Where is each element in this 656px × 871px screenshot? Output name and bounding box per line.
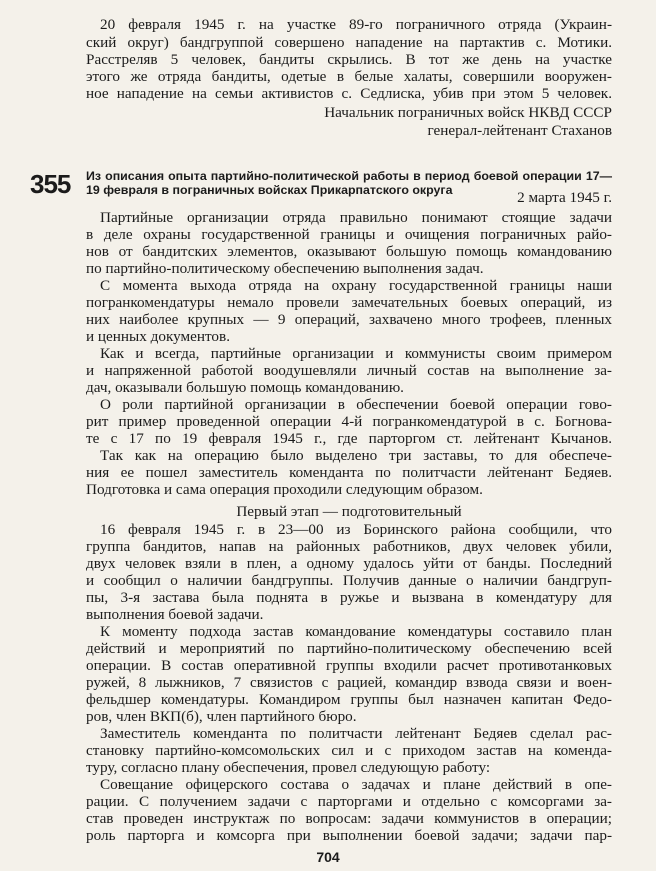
p6-line-3: двух человек взяли в плен, а одному удалось уйти от банды. Последний xyxy=(86,555,612,572)
p7-line-1: К моменту подхода застав командование комендатуры составило план xyxy=(100,623,612,640)
p5-line-1: Так как на операцию было выделено три заставы, то для обеспече- xyxy=(100,447,612,464)
document-heading-line-1: Из описания опыта партийно-политической работы в период боевой операции 17— xyxy=(86,169,612,183)
p6-line-1: 16 февраля 1945 г. в 23—00 из Боринского района сообщили, что xyxy=(100,521,612,538)
p7-line-5: фельдшер комендатуры. Командиром группы был назначен капитан Федо- xyxy=(86,691,612,708)
p5-line-2: ния ее пошел заместитель коменданта по политчасти лейтенант Бедяев. xyxy=(86,464,612,481)
p8-line-2: становку партийно-комсомольских сил и с приходом застав на коменда- xyxy=(86,742,612,759)
p8-line-3: туру, согласно плану обеспечения, провел следующую работу: xyxy=(86,759,491,776)
prev-line-4: этого же отряда бандиты, одетые в белые халаты, совершили вооружен- xyxy=(86,68,612,85)
p7-line-2: действий и мероприятий по партийно-политическому обеспечению всей xyxy=(86,640,612,657)
document-heading-line-2: 19 февраля в пограничных войсках Прикарпатского округа xyxy=(86,183,453,197)
p3-line-1: Как и всегда, партийные организации и коммунисты своим примером xyxy=(100,345,612,362)
p7-line-3: операции. В состав оперативной группы входили расчет противотанковых xyxy=(86,657,612,674)
p7-line-4: ружей, 8 лыжников, 7 связистов с рацией, командир взвода связи и воен- xyxy=(86,674,612,691)
prev-line-5: ное нападение на семьи активистов с. Седлиска, убив при этом 5 человек. xyxy=(86,85,612,102)
p6-line-6: выполнения боевой задачи. xyxy=(86,606,264,623)
prev-line-2: ский округ) бандгруппой совершено нападение на партактив с. Мотики. xyxy=(86,34,612,51)
p9-line-4: роль парторга и комсорга при выполнении боевой задачи; задачи пар- xyxy=(86,827,612,844)
p1-line-3: нов от бандитских элементов, оказывают большую помощь командованию xyxy=(86,243,612,260)
p6-line-4: и сообщил о наличии бандгруппы. Получив данные о наличии бандгруп- xyxy=(86,572,612,589)
p2-line-3: них наиболее крупных — 9 операций, захвачено много трофеев, пленных xyxy=(86,311,612,328)
p4-line-1: О роли партийной организации в обеспечении боевой операции гово- xyxy=(100,396,612,413)
p5-line-3: Подготовка и сама операция проходили следующим образом. xyxy=(86,481,483,498)
signature-name: генерал-лейтенант Стаханов xyxy=(427,122,612,139)
prev-line-3: Расстреляв 5 человек, бандиты скрылись. В тот же день на участке xyxy=(86,51,612,68)
document-number: 355 xyxy=(30,169,71,199)
p3-line-3: дач, оказывали большую помощь командованию. xyxy=(86,379,404,396)
p9-line-2: рации. С получением задачи с парторгами и отдельно с комсоргами за- xyxy=(86,793,612,810)
p3-line-2: и напряженной работой воодушевляли личный состав на выполнение за- xyxy=(86,362,612,379)
p1-line-4: по партийно-политическому обеспечению выполнения задач. xyxy=(86,260,484,277)
p4-line-2: рит пример проведенной операции 4-й погранкомендатурой в с. Богнова- xyxy=(86,413,612,430)
p1-line-2: в деле охраны государственной границы и очищения пограничных райо- xyxy=(86,226,612,243)
p6-line-2: группа бандитов, напав на районных работников, двух человек убили, xyxy=(86,538,612,555)
p8-line-1: Заместитель коменданта по политчасти лейтенант Бедяев сделал рас- xyxy=(100,725,612,742)
prev-line-1: 20 февраля 1945 г. на участке 89-го пограничного отряда (Украин- xyxy=(100,16,612,33)
p1-line-1: Партийные организации отряда правильно понимают стоящие задачи xyxy=(100,209,612,226)
p2-line-4: и ценных документов. xyxy=(86,328,230,345)
p2-line-1: С момента выхода отряда на охрану государственной границы наши xyxy=(100,277,612,294)
p9-line-1: Совещание офицерского состава о задачах и плане действий в опе- xyxy=(100,776,612,793)
p2-line-2: погранкомендатуры немало провели замечательных боевых операций, из xyxy=(86,294,612,311)
page-number: 704 xyxy=(316,849,340,865)
document-date: 2 марта 1945 г. xyxy=(517,189,612,206)
p9-line-3: став проведен инструктаж по вопросам: задачи коммунистов в операции; xyxy=(86,810,612,827)
p7-line-6: ров, член ВКП(б), член партийного бюро. xyxy=(86,708,357,725)
p4-line-3: те с 17 по 19 февраля 1945 г., где парторгом ст. лейтенант Кычанов. xyxy=(86,430,612,447)
signature-title: Начальник пограничных войск НКВД СССР xyxy=(324,104,612,121)
section-title: Первый этап — подготовительный xyxy=(236,503,462,520)
p6-line-5: пы, 3-я застава была поднята в ружье и вызвана в комендатуру для xyxy=(86,589,612,606)
